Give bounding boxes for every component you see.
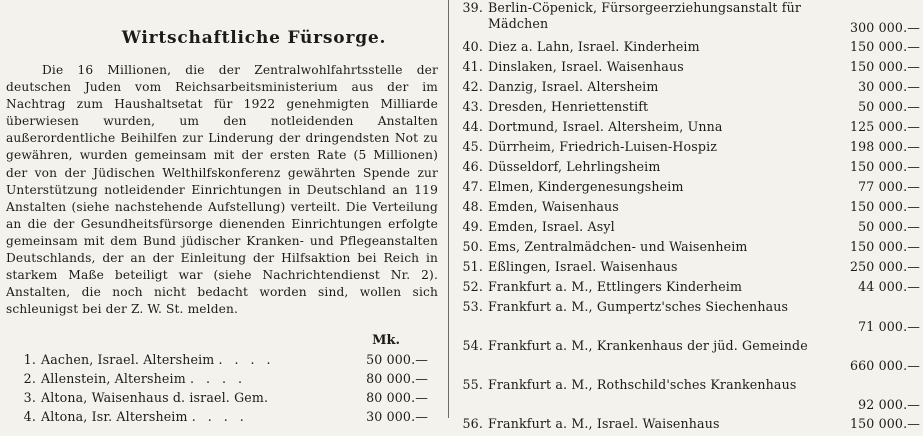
entry-name: Emden, Israel. Asyl: [488, 219, 615, 234]
entry-name: Diez a. Lahn, Israel. Kinderheim: [488, 39, 700, 54]
entry-number: 48.: [462, 199, 483, 214]
list-item: [456, 79, 920, 99]
entry-number: 47.: [462, 179, 483, 194]
entry-amount: 198 000.—: [849, 139, 920, 154]
entry-amount: 30 000.—: [858, 79, 920, 94]
list-item: [456, 0, 920, 39]
list-item: [456, 377, 920, 416]
list-item: [456, 39, 920, 59]
entry-amount: 92 000.—: [858, 397, 920, 412]
section-title: Wirtschaftliche Fürsorge.: [121, 28, 387, 48]
entry-amount: 150 000.—: [849, 416, 920, 431]
entry-number: 52.: [462, 279, 483, 294]
entry-number: 45.: [462, 139, 483, 154]
entry-number: 46.: [462, 159, 483, 174]
currency-header: Mk.: [372, 333, 400, 349]
entry-amount: 150 000.—: [849, 39, 920, 54]
entry-number: 1.: [23, 352, 36, 368]
list-item: [456, 338, 920, 377]
entry-name: Elmen, Kindergenesungsheim: [488, 179, 684, 194]
entry-name: Berlin-Cöpenick, Fürsorgeerziehungsanstalt für Mädchen: [488, 0, 802, 31]
entry-number: 53.: [462, 299, 483, 314]
entry-name: Frankfurt a. M., Ettlingers Kinderheim: [488, 279, 743, 294]
list-item: [456, 59, 920, 79]
entry-name: Emden, Waisenhaus: [488, 199, 619, 214]
entry-number: 2.: [23, 371, 36, 387]
entry-number: 4.: [23, 409, 36, 425]
list-item: [456, 139, 920, 159]
entry-number: 44.: [462, 119, 483, 134]
entry-amount: 77 000.—: [858, 179, 920, 194]
entry-number: 50.: [462, 239, 483, 254]
left-column: [6, 0, 442, 426]
entry-name: Danzig, Israel. Altersheim: [488, 79, 659, 94]
entry-amount: 30 000.—: [366, 409, 428, 425]
entry-name: Dresden, Henriettenstift: [488, 99, 649, 114]
list-item: [6, 388, 442, 407]
list-item: [456, 219, 920, 239]
entry-amount: 150 000.—: [849, 239, 920, 254]
entry-number: 43.: [462, 99, 483, 114]
entry-amount: 80 000.—: [366, 390, 428, 406]
entry-amount: 300 000.—: [849, 20, 920, 35]
entry-number: 51.: [462, 259, 483, 274]
list-item: [456, 259, 920, 279]
list-item: [6, 350, 442, 369]
entry-name: Dinslaken, Israel. Waisenhaus: [488, 59, 684, 74]
entry-amount: 150 000.—: [849, 59, 920, 74]
entry-amount: 44 000.—: [858, 279, 920, 294]
entry-name: Düsseldorf, Lehrlingsheim: [488, 159, 661, 174]
entry-number: 55.: [462, 377, 483, 392]
entry-name: Altona, Isr. Altersheim . . . .: [41, 409, 248, 425]
entry-amount: 80 000.—: [366, 371, 428, 387]
entry-amount: 50 000.—: [858, 99, 920, 114]
entry-number: 40.: [462, 39, 483, 54]
entry-name: Aachen, Israel. Altersheim . . . .: [41, 352, 275, 368]
entry-name: Frankfurt a. M., Israel. Waisenhaus: [488, 416, 720, 431]
entry-number: 39.: [462, 0, 483, 15]
list-item: [456, 119, 920, 139]
intro-paragraph: Die 16 Millionen, die der Zentralwohlfahrtsstelle der deutschen Juden vom Reichsarbeitsministerium aus der im Nachtrag zum Haushaltsetat für 1922 genehmigten Milliarde überwiesen wurden, um den notleidenden Anstalten außerordentliche Beihilfen zur Linderung der dringendsten Not zu gewähren, wurden gemeinsam mit der ersten Rate (5 Millionen) der von der Jüdischen Welthilfskonferenz gewährten Spende zur Unterstützung notleidender Einrichtungen in Deutschland an 119 Anstalten (siehe nachstehende Aufstellung) verteilt. Die Verteilung an die der Gesundheitsfürsorge dienenden Einrichtungen erfolgte gemeinsam mit dem Bund jüdischer Kranken- und Pflegeanstalten Deutschlands, der an der Einleitung der Hilfsaktion bei Reich in starkem Maße beteiligt war (siehe Nachrichtendienst Nr. 2). Anstalten, die noch nicht bedacht worden sind, wollen sich schleunigst bei der Z. W. St. melden.: [6, 63, 438, 317]
list-item: [456, 159, 920, 179]
entry-amount: 150 000.—: [849, 199, 920, 214]
entry-amount: 150 000.—: [849, 159, 920, 174]
list-item: [456, 416, 920, 436]
list-item: [6, 407, 442, 426]
entry-amount: 660 000.—: [849, 358, 920, 373]
entry-amount: 50 000.—: [366, 352, 428, 368]
entry-amount: 50 000.—: [858, 219, 920, 234]
list-item: [456, 279, 920, 299]
entry-amount: 125 000.—: [849, 119, 920, 134]
entry-amount: 250 000.—: [849, 259, 920, 274]
entry-number: 49.: [462, 219, 483, 234]
column-divider: [448, 0, 449, 418]
list-item: [456, 179, 920, 199]
entry-name: Frankfurt a. M., Krankenhaus der jüd. Gemeinde: [488, 338, 808, 353]
list-item: [456, 239, 920, 259]
entry-name: Frankfurt a. M., Gumpertz'sches Siechenhaus: [488, 299, 789, 314]
list-item: [456, 199, 920, 219]
right-column: [456, 0, 920, 436]
entry-name: Dürrheim, Friedrich-Luisen-Hospiz: [488, 139, 718, 154]
entry-name: Frankfurt a. M., Rothschild'sches Krankenhaus: [488, 377, 797, 392]
entry-name: Eßlingen, Israel. Waisenhaus: [488, 259, 678, 274]
entry-number: 42.: [462, 79, 483, 94]
entry-amount: 71 000.—: [858, 319, 920, 334]
list-item: [456, 299, 920, 338]
entry-number: 3.: [23, 390, 36, 406]
list-item: [456, 99, 920, 119]
list-item: [6, 369, 442, 388]
entry-number: 54.: [462, 338, 483, 353]
entry-number: 56.: [462, 416, 483, 431]
entry-name: Altona, Waisenhaus d. israel. Gem.: [41, 390, 269, 406]
entry-number: 41.: [462, 59, 483, 74]
entry-name: Dortmund, Israel. Altersheim, Unna: [488, 119, 723, 134]
entry-name: Ems, Zentralmädchen- und Waisenheim: [488, 239, 748, 254]
entry-name: Allenstein, Altersheim . . . .: [41, 371, 246, 387]
